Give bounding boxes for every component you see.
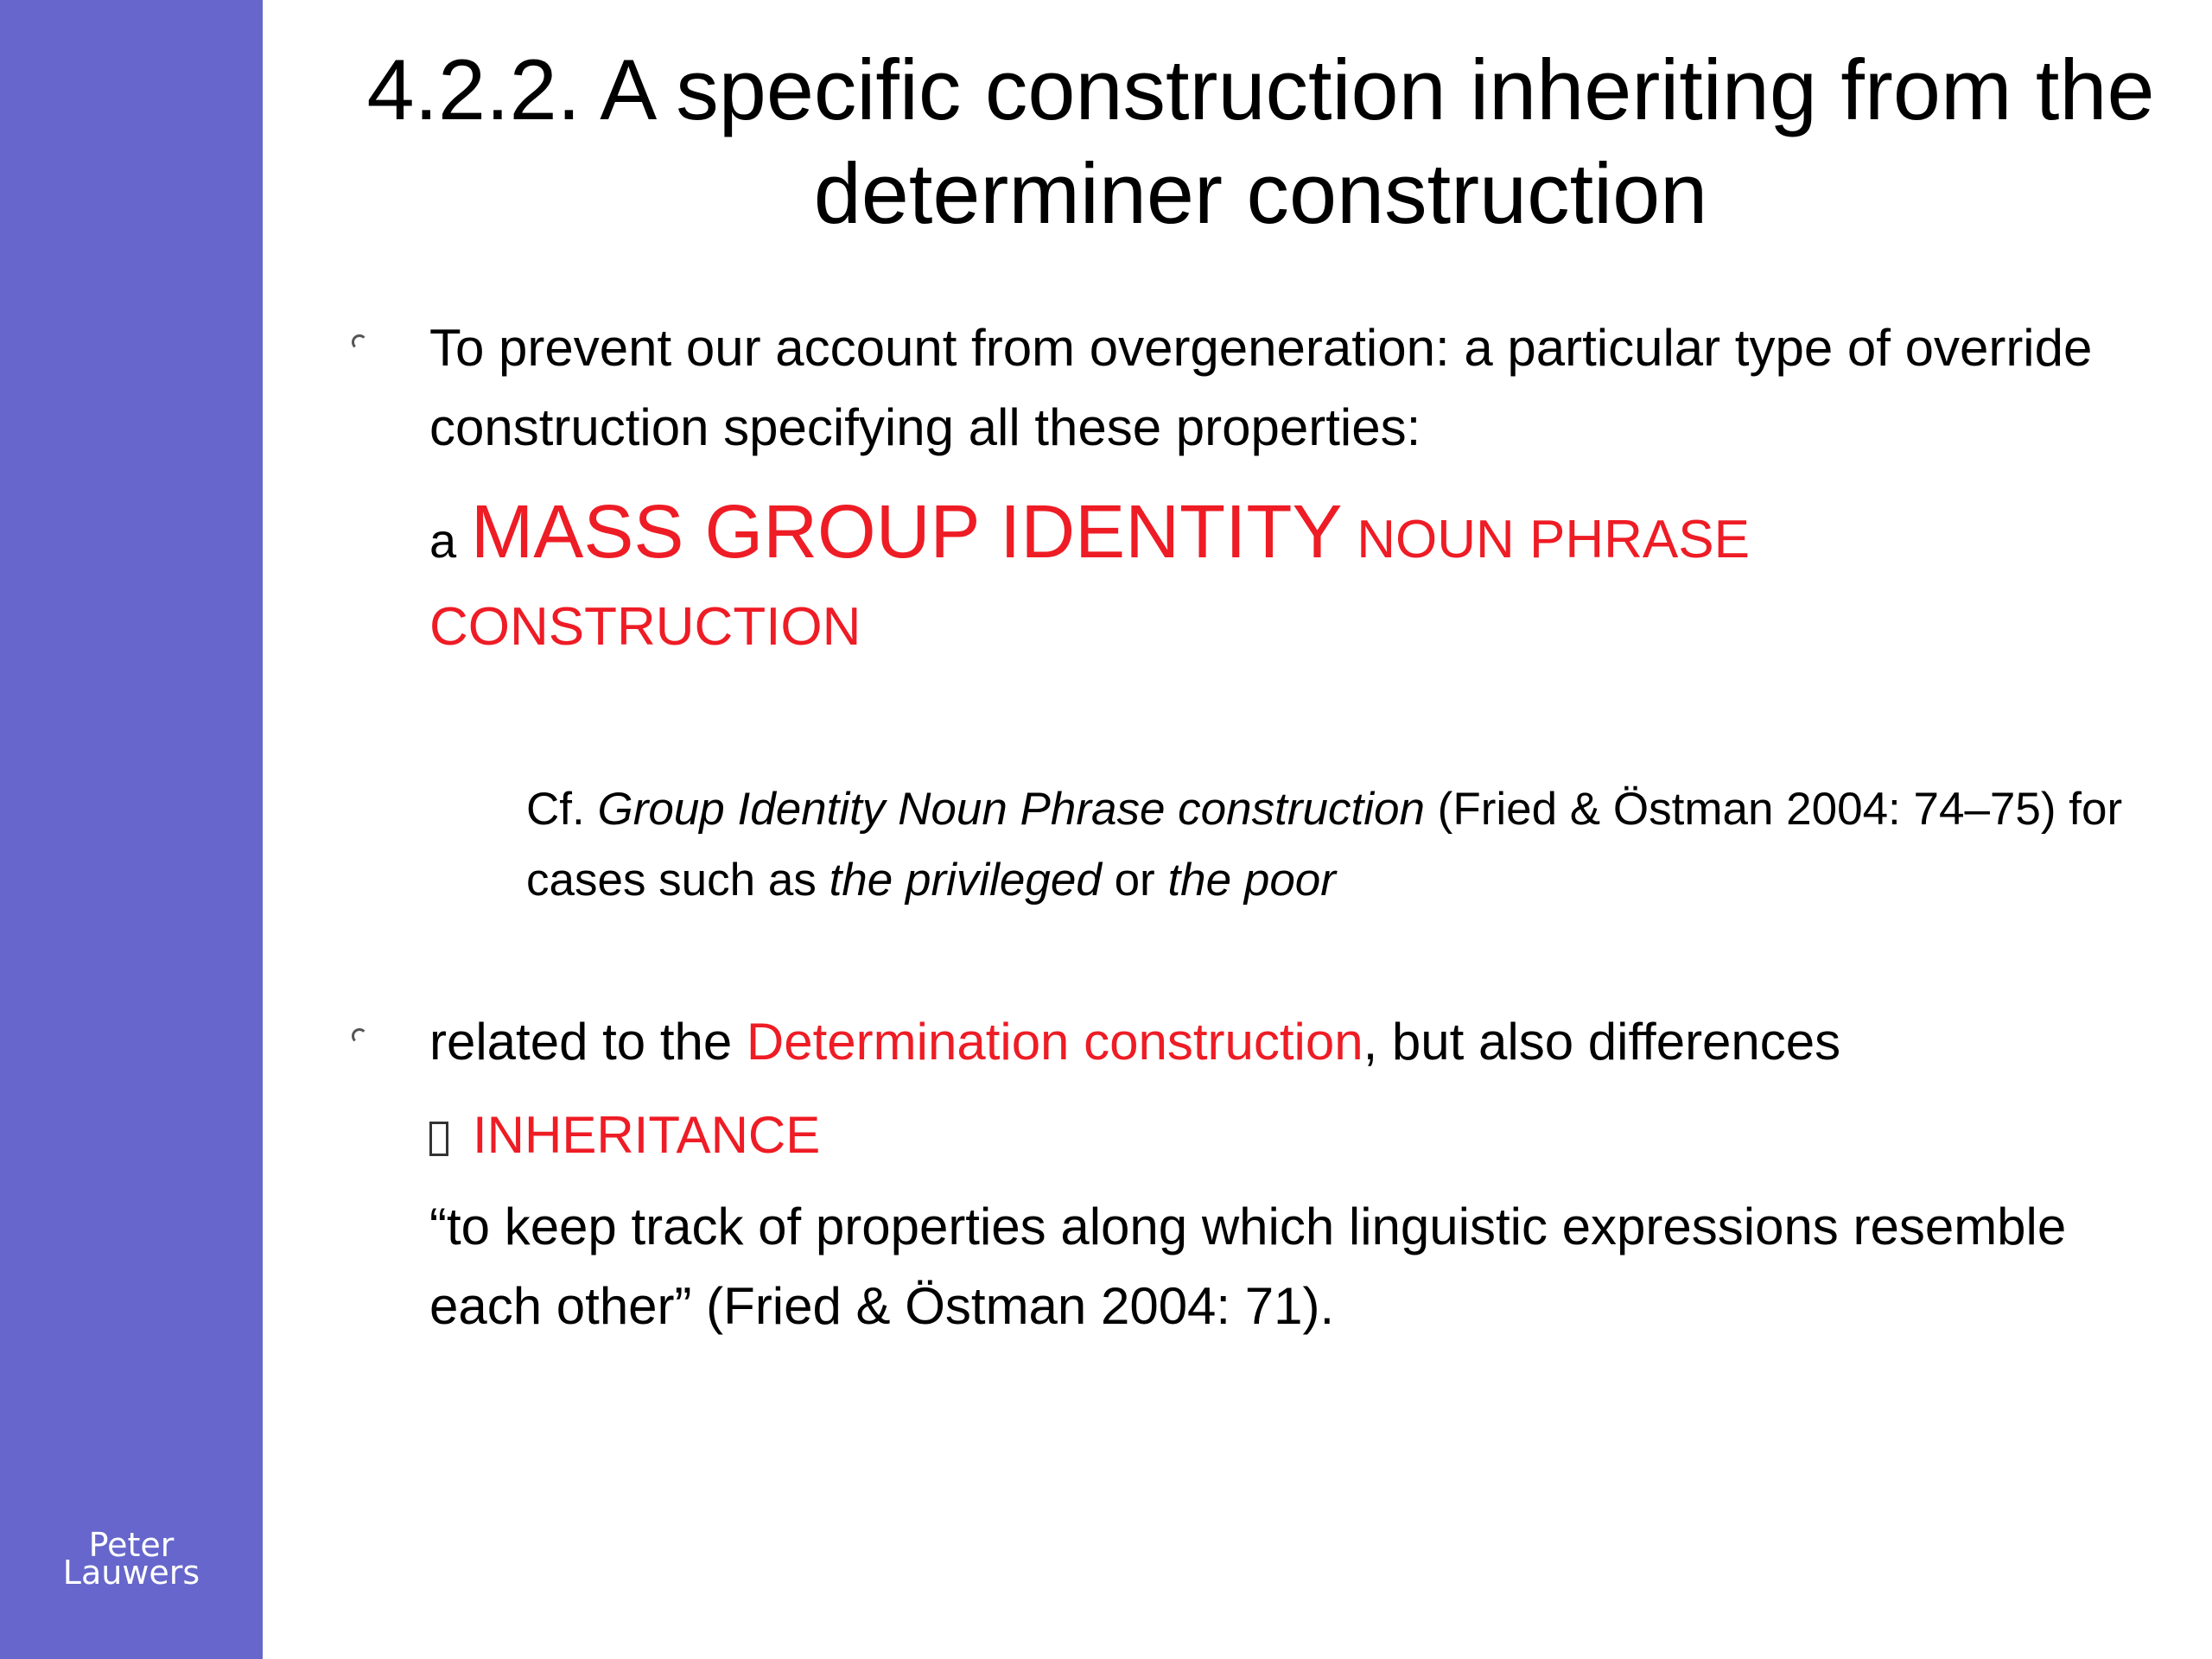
inheritance-line bbox=[429, 1096, 2114, 1175]
bullet-icon bbox=[352, 1028, 367, 1044]
sidebar-band bbox=[0, 0, 263, 1659]
cf-citation: (Fried & Östman 2004: 74–75) for cases such as bbox=[526, 784, 2123, 906]
cf-example-1: the privileged bbox=[829, 855, 1102, 906]
cf-construction-name: Group Identity Noun Phrase construction bbox=[597, 784, 1425, 835]
bullet2-text bbox=[429, 1002, 2114, 1082]
noun-phrase: NOUN PHRASE bbox=[1357, 510, 1750, 569]
bullet2-pre: related to the bbox=[429, 1013, 733, 1071]
bullet1-text bbox=[429, 308, 2114, 467]
author-last-name: Lauwers bbox=[62, 1554, 200, 1592]
cf-example-2: the poor bbox=[1167, 855, 1336, 906]
bullet1-body: To prevent our account from overgeneration: a particular type of override construction specifying all these properties: bbox=[429, 319, 2093, 456]
bullet-icon bbox=[352, 334, 367, 350]
determination-construction: Determination construction bbox=[746, 1013, 1363, 1071]
author-name bbox=[0, 1526, 263, 1592]
slide-title: 4.2.2. A specific construction inheriting from the determiner construction bbox=[366, 41, 2155, 241]
cf-or: or bbox=[1114, 855, 1155, 906]
cf-prefix: Cf. bbox=[526, 784, 585, 835]
cf-reference bbox=[526, 774, 2133, 916]
bullet2-post: , but also differences bbox=[1363, 1013, 1841, 1071]
inheritance-quote bbox=[429, 1187, 2114, 1346]
quote-text: “to keep track of properties along which linguistic expressions resemble each other” (Fried & Östman 2004: 71). bbox=[429, 1198, 2067, 1335]
arrow-icon bbox=[429, 1122, 448, 1156]
construction-word: CONSTRUCTION bbox=[429, 597, 861, 657]
mass-group-identity: MASS GROUP IDENTITY bbox=[470, 490, 1343, 574]
inheritance-label: INHERITANCE bbox=[473, 1106, 821, 1164]
mass-group-identity-line bbox=[429, 489, 2114, 671]
article-a: a bbox=[429, 513, 457, 568]
author-first-name: Peter bbox=[88, 1526, 175, 1564]
